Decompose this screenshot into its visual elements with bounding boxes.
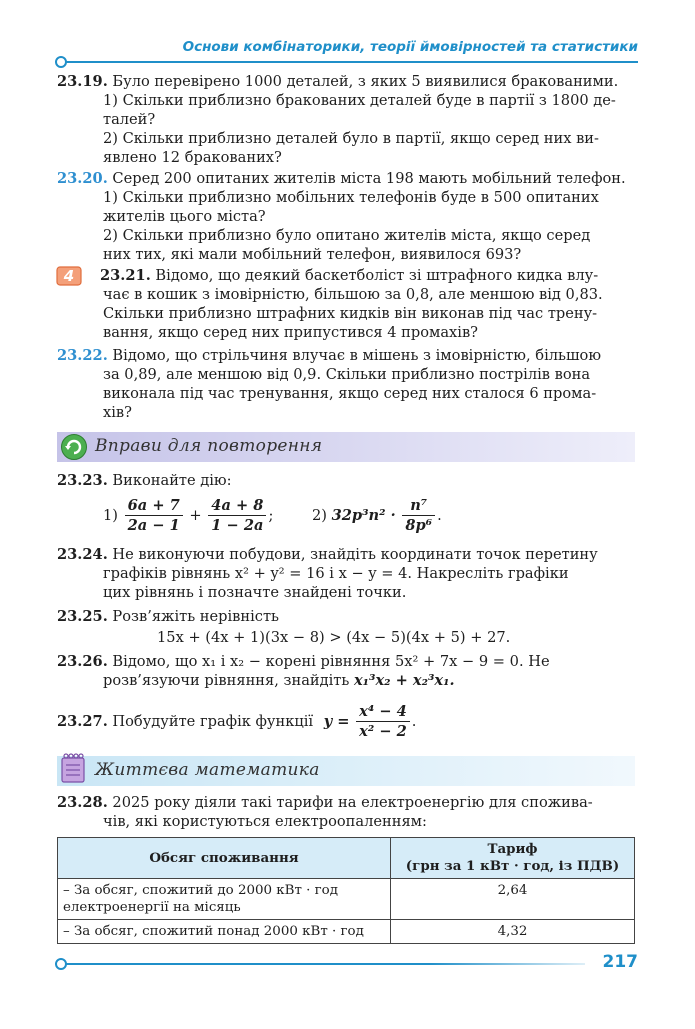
problem-line-2 (57, 671, 635, 690)
function-numerator: x⁴ − 4 (356, 702, 410, 722)
fraction-2-numerator: 4a + 8 (208, 496, 266, 516)
question-2-line-2: них тих, які мали мобільний телефон, виявилося 693? (103, 246, 522, 263)
problem-23-23-expressions (103, 496, 273, 535)
problem-number: 23.28. (57, 794, 108, 811)
problem-23-24 (57, 545, 635, 602)
fraction-3-numerator: n⁷ (402, 496, 435, 516)
problem-line-1: Відомо, що деякий баскетболіст зі штрафного кидка влу- (155, 267, 599, 284)
problem-text: Розв’яжіть нерівність (112, 608, 279, 625)
row-2-volume (58, 920, 391, 944)
problem-23-20 (57, 169, 635, 264)
row-2-tariff (391, 920, 635, 944)
fraction-2-denominator: 1 − 2a (211, 517, 264, 534)
problem-line-3: цих рівнянь і позначте знайдені точки. (103, 584, 407, 601)
fraction-2 (208, 496, 266, 535)
question-2-line-1: 2) Скільки приблизно деталей було в партії, якщо серед них ви- (103, 130, 599, 147)
tariff-table (57, 837, 635, 944)
question-2-line-1: 2) Скільки приблизно було опитано жителів міста, якщо серед (103, 227, 591, 244)
section-header-review (57, 432, 635, 462)
problem-line-2-text: розв’язуючи рівняння, знайдіть (103, 672, 350, 689)
problem-line-1: Не виконуючи побудови, знайдіть координати точок перетину (112, 546, 598, 563)
problem-line-1: Відомо, що x₁ і x₂ − корені рівняння 5x² + 7x − 9 = 0. Не (112, 653, 550, 670)
question-1-line-1: 1) Скільки приблизно мобільних телефонів буде в 500 опитаних (103, 189, 599, 206)
difficulty-badge-label: 4 (63, 267, 75, 285)
product-expression: 32p³n² · (331, 507, 396, 524)
problem-text: Серед 200 опитаних жителів міста 198 мають мобільний телефон. (112, 170, 626, 187)
problem-line-3: виконала під час тренування, якщо серед них сталося 6 прома- (103, 385, 597, 402)
problem-number: 23.25. (57, 608, 108, 625)
section-title: Вправи для повторення (95, 436, 323, 456)
question-2-line-2: явлено 12 бракованих? (103, 149, 282, 166)
problem-line-2: графіків рівнянь x² + y² = 16 і x − y = 4. Накресліть графіки (103, 565, 569, 582)
table-row (58, 920, 635, 944)
problem-number: 23.19. (57, 73, 108, 90)
page-number: 217 (602, 952, 638, 972)
problem-text: Було перевірено 1000 деталей, з яких 5 виявилися бракованими. (112, 73, 619, 90)
problem-number: 23.21. (100, 267, 151, 284)
period: . (411, 713, 417, 730)
problem-text: Побудуйте графік функції (112, 713, 314, 730)
problem-23-21 (57, 266, 635, 342)
running-header: Основи комбінаторики, теорії ймовірностей та статистики (182, 39, 638, 55)
problem-line-4: хів? (103, 404, 132, 421)
problem-23-22 (57, 346, 635, 422)
section-title: Життєва математика (95, 760, 320, 780)
header-tariff-unit: (грн за 1 кВт · год, із ПДВ) (405, 858, 620, 874)
inequality: 15x + (4x + 1)(3x − 8) > (4x − 5)(4x + 5) + 27. (157, 629, 511, 646)
problem-23-26 (57, 652, 635, 690)
row-2-tariff-value: 4,32 (497, 924, 528, 939)
problem-23-19 (57, 72, 635, 167)
function-lhs: y = (323, 713, 350, 730)
fraction-1 (125, 496, 183, 535)
problem-number: 23.27. (57, 713, 108, 730)
problem-line-2: чає в кошик з імовірністю, більшою за 0,8, але меншою від 0,83. (103, 286, 603, 303)
expression: x₁³x₂ + x₂³x₁. (353, 672, 455, 689)
problem-23-25 (57, 607, 635, 647)
problem-line-2: чів, які користуються електроопаленням: (103, 813, 427, 830)
item-2-label: 2) (312, 507, 327, 524)
item-1-label: 1) (103, 507, 118, 524)
header-rule (65, 61, 638, 63)
question-1-line-2: талей? (103, 111, 156, 128)
function-denominator: x² − 2 (359, 723, 407, 740)
footer-rule (65, 963, 585, 965)
fraction-1-denominator: 2a − 1 (127, 517, 180, 534)
question-1-line-2: жителів цього міста? (103, 208, 266, 225)
row-1-tariff (391, 879, 635, 920)
question-1-line-1: 1) Скільки приблизно бракованих деталей буде в партії з 1800 де- (103, 92, 616, 109)
problem-line-3: Скільки приблизно штрафних кидків він виконав під час трену- (103, 305, 598, 322)
plus-sign: + (189, 507, 202, 524)
header-tariff-label: Тариф (487, 841, 538, 857)
problem-number: 23.22. (57, 347, 108, 364)
header-cell-tariff (391, 838, 635, 879)
row-1-volume-line-1: – За обсяг, спожитий до 2000 кВт · год (63, 883, 338, 898)
fraction-3-denominator: 8p⁶ (405, 517, 433, 534)
problem-23-23-expression-2 (312, 496, 442, 535)
table-header-row (58, 838, 635, 879)
notepad-icon (60, 752, 86, 788)
review-cycle-icon (60, 433, 88, 465)
section-header-life-math (57, 756, 635, 786)
problem-number: 23.24. (57, 546, 108, 563)
problem-23-28 (57, 793, 635, 831)
problem-line-1: 2025 року діяли такі тарифи на електроенергію для спожива- (112, 794, 593, 811)
problem-number: 23.23. (57, 472, 108, 489)
row-1-volume-line-2: електроенергії на місяць (63, 900, 241, 915)
problem-23-23 (57, 471, 635, 490)
row-1-volume (58, 879, 391, 920)
fraction-1-numerator: 6a + 7 (125, 496, 183, 516)
row-2-volume-text: – За обсяг, спожитий понад 2000 кВт · год (63, 924, 364, 939)
problem-number: 23.20. (57, 170, 108, 187)
problem-line-4: вання, якщо серед них припустився 4 промахів? (103, 324, 478, 341)
problem-line-2: за 0,89, але меншою від 0,9. Скільки приблизно пострілів вона (103, 366, 591, 383)
header-cell-volume (58, 838, 391, 879)
fraction-3 (402, 496, 435, 535)
problem-line-1: Відомо, що стрільчиня влучає в мішень з імовірністю, більшою (112, 347, 602, 364)
function-fraction (356, 702, 410, 741)
problem-23-27 (57, 702, 416, 741)
header-volume-label: Обсяг споживання (149, 849, 299, 866)
semicolon: ; (268, 507, 274, 524)
problem-number: 23.26. (57, 653, 108, 670)
period: . (437, 507, 442, 524)
row-1-tariff-value: 2,64 (497, 883, 528, 898)
problem-text: Виконайте дію: (112, 472, 232, 489)
table-row (58, 879, 635, 920)
